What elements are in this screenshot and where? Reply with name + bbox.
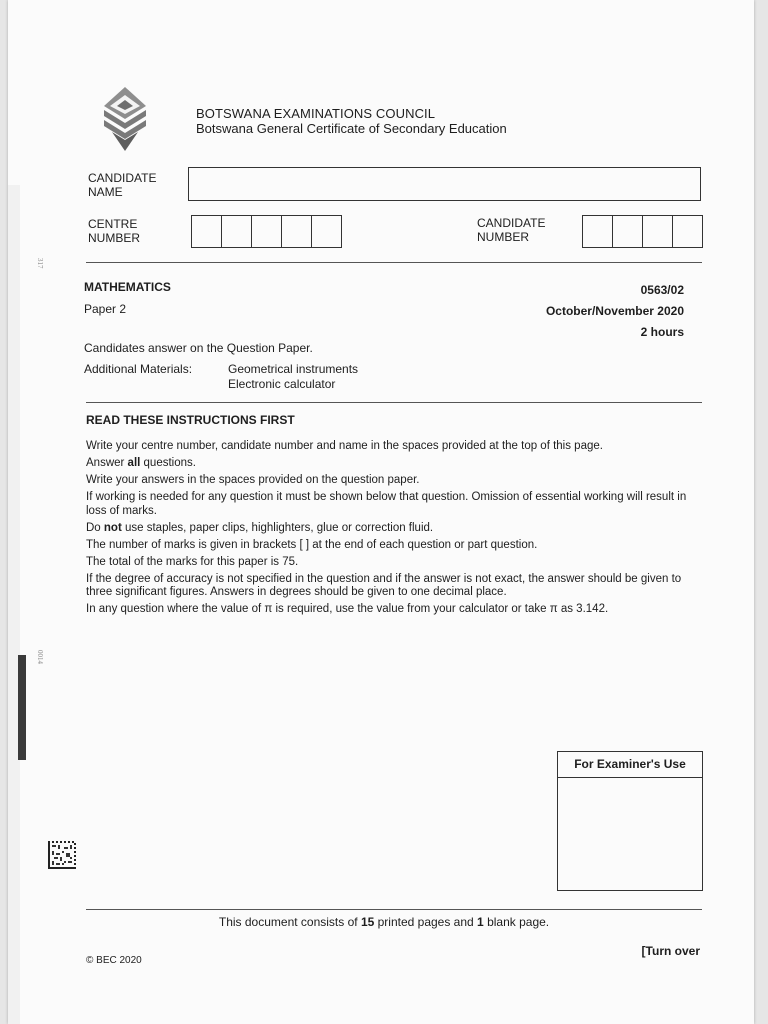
- bec-diamond-logo-icon: [102, 86, 148, 152]
- divider: [86, 262, 702, 263]
- examiner-use-title: For Examiner's Use: [558, 752, 702, 778]
- syllabus-code: 0563/02: [640, 283, 684, 297]
- candidate-number-field[interactable]: [582, 215, 703, 248]
- instruction-item: The number of marks is given in brackets [ ] at the end of each question or part question.: [86, 538, 538, 551]
- examiner-use-box: [557, 751, 703, 891]
- digit-cell[interactable]: [583, 216, 613, 247]
- subject-title: MATHEMATICS: [84, 280, 171, 294]
- paper-number: Paper 2: [84, 302, 127, 316]
- centre-number-label: CENTRE NUMBER: [88, 217, 141, 245]
- materials-label: Additional Materials:: [84, 362, 193, 376]
- exam-session: October/November 2020: [545, 304, 684, 318]
- datamatrix-barcode-icon: [48, 841, 76, 869]
- instruction-item: Do not use staples, paper clips, highlighters, glue or correction fluid.: [86, 521, 434, 534]
- divider: [86, 909, 702, 910]
- candidate-number-label: CANDIDATE NUMBER: [477, 216, 546, 244]
- material-item: Geometrical instruments: [228, 362, 359, 376]
- digit-cell[interactable]: [282, 216, 312, 247]
- instructions-heading: READ THESE INSTRUCTIONS FIRST: [86, 413, 295, 427]
- certificate-title: Botswana General Certificate of Secondary Education: [196, 121, 507, 136]
- digit-cell[interactable]: [312, 216, 341, 247]
- copyright-text: © BEC 2020: [86, 955, 142, 966]
- instruction-item: Write your answers in the spaces provided on the question paper.: [86, 474, 420, 486]
- instruction-item: If working is needed for any question it must be shown below that question. Omission of essential working will result in loss of marks.: [86, 491, 687, 517]
- instruction-item: The total of the marks for this paper is 75.: [86, 555, 299, 568]
- digit-cell[interactable]: [192, 216, 222, 247]
- divider: [86, 402, 702, 403]
- instruction-item: If the degree of accuracy is not specified in the question and if the answer is not exact, the answer should be given to three significant figures. Answers in degrees should be given to one decimal place.: [86, 572, 682, 598]
- exam-paper-page: [8, 0, 754, 1024]
- digit-cell[interactable]: [222, 216, 252, 247]
- instruction-item: In any question where the value of π is required, use the value from your calculator or take π as 3.142.: [86, 603, 609, 615]
- page-edge-strip: [8, 185, 20, 1024]
- page-count-note: This document consists of 15 printed pages and 1 blank page.: [218, 915, 550, 929]
- digit-cell[interactable]: [643, 216, 673, 247]
- digit-cell[interactable]: [613, 216, 643, 247]
- candidate-name-field[interactable]: [188, 167, 701, 201]
- centre-number-field[interactable]: [191, 215, 342, 248]
- digit-cell[interactable]: [252, 216, 282, 247]
- side-print-mark: 0014: [36, 650, 44, 664]
- answer-note: Candidates answer on the Question Paper.: [84, 341, 313, 355]
- materials-list: [228, 362, 358, 392]
- exam-duration: 2 hours: [640, 325, 684, 339]
- digit-cell[interactable]: [673, 216, 702, 247]
- material-item: Electronic calculator: [228, 377, 336, 391]
- organization-name: BOTSWANA EXAMINATIONS COUNCIL: [196, 106, 436, 121]
- candidate-name-label: CANDIDATE NAME: [88, 171, 157, 199]
- page-edge-mark: [18, 655, 26, 760]
- side-print-mark: 317: [36, 258, 44, 269]
- turn-over-note: [Turn over: [641, 944, 700, 958]
- instruction-item: Answer all questions.: [86, 457, 196, 469]
- instructions-list: [86, 440, 698, 620]
- instruction-item: Write your centre number, candidate number and name in the spaces provided at the top of this page.: [86, 440, 603, 452]
